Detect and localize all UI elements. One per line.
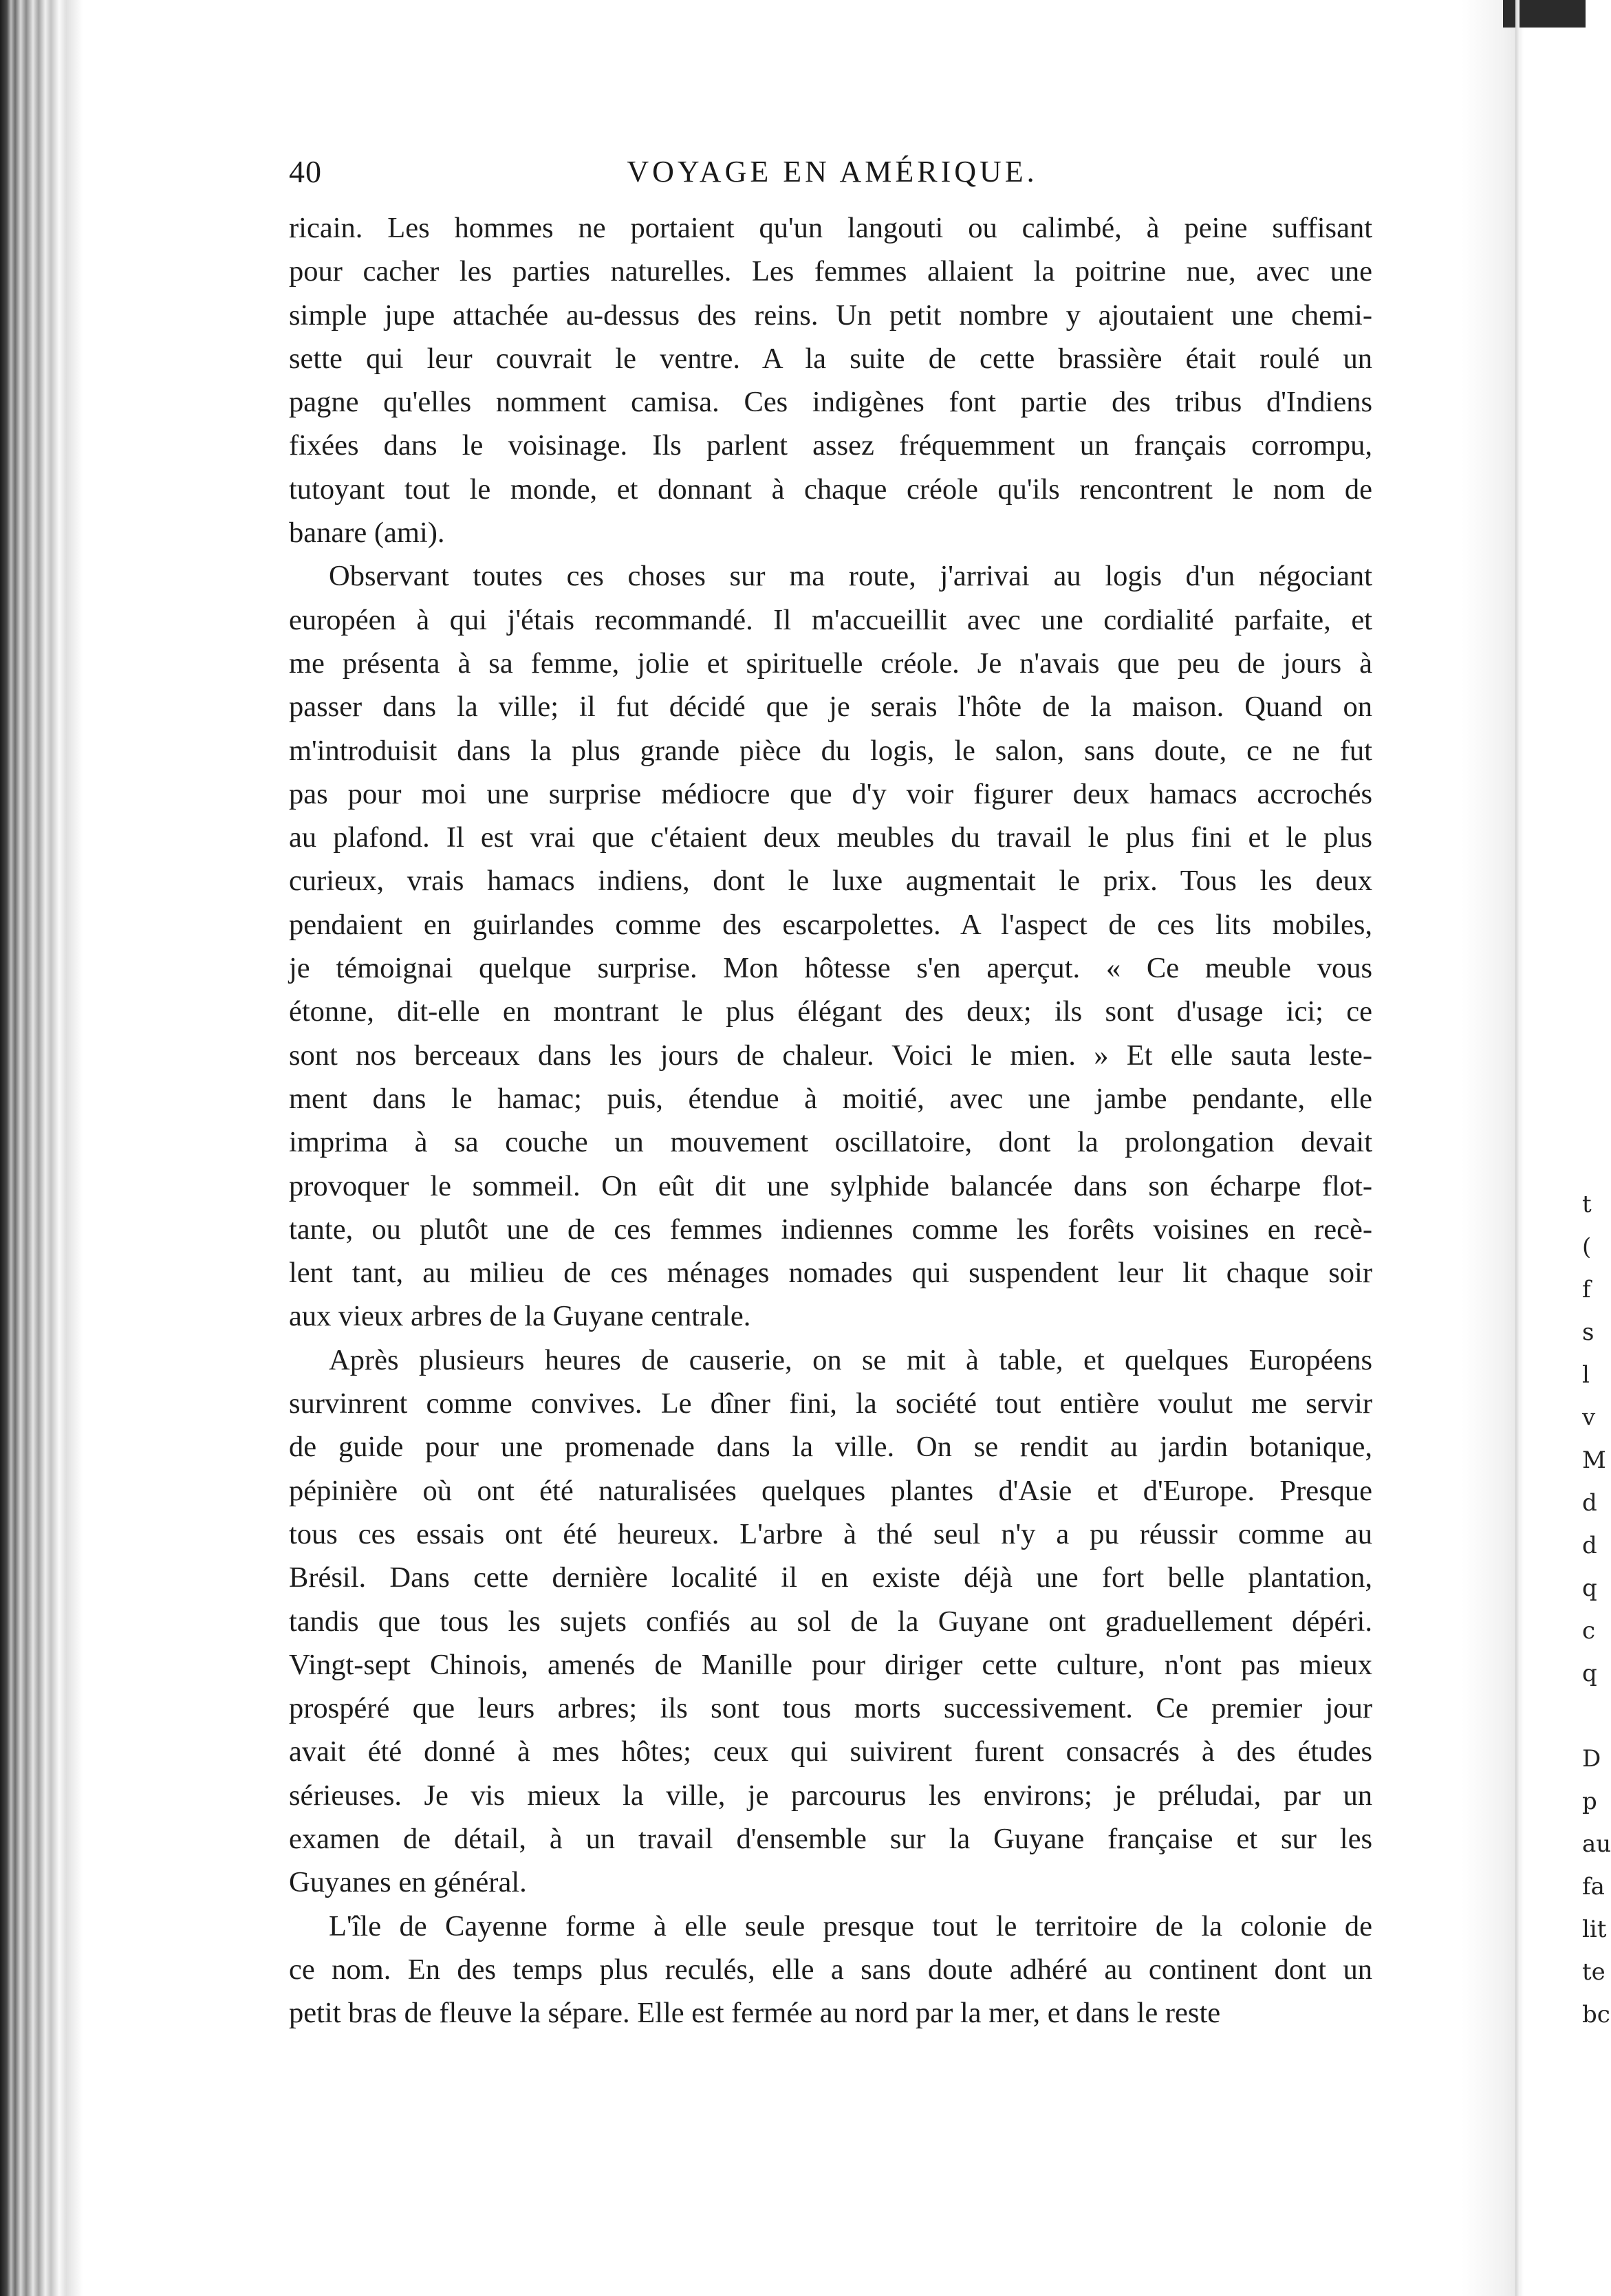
facing-page-fragment: d bbox=[1582, 1532, 1597, 1559]
text-line: petit bras de fleuve la sépare. Elle est fermée au nord par la mer, et dans le reste bbox=[289, 1997, 1221, 2030]
text-line: sérieuses. Je vis mieux la ville, je parcourus les environs; je préludai, par un bbox=[289, 1779, 1372, 1812]
facing-page-fragment: d bbox=[1582, 1489, 1597, 1517]
facing-page-fragment bbox=[1582, 1695, 1611, 1737]
text-line: survinrent comme convives. Le dîner fini, la société tout entière voulut me servir bbox=[289, 1387, 1372, 1420]
text-line: prospéré que leurs arbres; ils sont tous morts successivement. Ce premier jour bbox=[289, 1692, 1372, 1725]
facing-page-fragment: lit bbox=[1582, 1916, 1607, 1943]
text-line: Après plusieurs heures de causerie, on se mit à table, et quelques Européens bbox=[329, 1343, 1372, 1376]
text-line: pagne qu'elles nomment camisa. Ces indigènes font partie des tribus d'Indiens bbox=[289, 386, 1372, 419]
text-line: Guyanes en général. bbox=[289, 1866, 527, 1899]
facing-page-fragment: q bbox=[1582, 1660, 1597, 1687]
text-line: sette qui leur couvrait le ventre. A la suite de cette brassière était roulé un bbox=[289, 342, 1372, 375]
text-line: au plafond. Il est vrai que c'étaient deux meubles du travail le plus fini et le plus bbox=[289, 821, 1372, 854]
text-line: sont nos berceaux dans les jours de chaleur. Voici le mien. » Et elle sauta leste- bbox=[289, 1039, 1372, 1072]
text-line: Vingt-sept Chinois, amenés de Manille pour diriger cette culture, n'ont pas mieux bbox=[289, 1648, 1372, 1681]
text-line: simple jupe attachée au-dessus des reins. Un petit nombre y ajoutaient une chemi- bbox=[289, 299, 1372, 332]
text-line: aux vieux arbres de la Guyane centrale. bbox=[289, 1300, 751, 1333]
paragraph bbox=[289, 1905, 1372, 2035]
text-line: pour cacher les parties naturelles. Les femmes allaient la poitrine nue, avec une bbox=[289, 255, 1372, 288]
page-number: 40 bbox=[289, 154, 322, 189]
text-line: imprima à sa couche un mouvement oscillatoire, dont la prolongation devait bbox=[289, 1126, 1372, 1159]
facing-page-fragment: ( bbox=[1582, 1233, 1592, 1261]
text-line: ce nom. En des temps plus reculés, elle a sans doute adhéré au continent dont un bbox=[289, 1953, 1372, 1986]
text-line: Brésil. Dans cette dernière localité il en existe déjà une fort belle plantation, bbox=[289, 1561, 1372, 1594]
paragraph bbox=[289, 206, 1372, 554]
text-line: de guide pour une promenade dans la ville. On se rendit au jardin botanique, bbox=[289, 1431, 1372, 1464]
text-line: pas pour moi une surprise médiocre que d'y voir figurer deux hamacs accrochés bbox=[289, 777, 1372, 810]
text-line: étonne, dit-elle en montrant le plus élégant des deux; ils sont d'usage ici; ce bbox=[289, 995, 1372, 1028]
facing-page-fragment: p bbox=[1582, 1788, 1597, 1815]
facing-page-fragment: M bbox=[1582, 1447, 1606, 1474]
text-line: je témoignai quelque surprise. Mon hôtesse s'en aperçut. « Ce meuble vous bbox=[289, 952, 1372, 985]
text-line: passer dans la ville; il fut décidé que je serais l'hôte de la maison. Quand on bbox=[289, 691, 1372, 724]
text-line: pendaient en guirlandes comme des escarpolettes. A l'aspect de ces lits mobiles, bbox=[289, 908, 1372, 941]
facing-page-text-fragments bbox=[1582, 1183, 1611, 2036]
text-line: fixées dans le voisinage. Ils parlent assez fréquemment un français corrompu, bbox=[289, 429, 1372, 462]
text-line: pépinière où ont été naturalisées quelques plantes d'Asie et d'Europe. Presque bbox=[289, 1474, 1372, 1507]
text-line: tante, ou plutôt une de ces femmes indiennes comme les forêts voisines en recè- bbox=[289, 1213, 1372, 1246]
text-line: examen de détail, à un travail d'ensemble sur la Guyane française et sur les bbox=[289, 1822, 1372, 1855]
facing-page-fragment: t bbox=[1582, 1191, 1592, 1218]
paragraph bbox=[289, 1339, 1372, 1905]
facing-page-fragment: s bbox=[1582, 1319, 1594, 1346]
facing-page-fragment: l bbox=[1582, 1361, 1590, 1389]
text-line: tous ces essais ont été heureux. L'arbre à thé seul n'y a pu réussir comme au bbox=[289, 1517, 1372, 1550]
text-line: Observant toutes ces choses sur ma route, j'arrivai au logis d'un négociant bbox=[329, 560, 1372, 593]
facing-page-fragment: bc bbox=[1582, 2001, 1610, 2028]
text-line: tutoyant tout le monde, et donnant à chaque créole qu'ils rencontrent le nom de bbox=[289, 473, 1372, 506]
text-line: curieux, vrais hamacs indiens, dont le luxe augmentait le prix. Tous les deux bbox=[289, 865, 1372, 898]
text-line: L'île de Cayenne forme à elle seule presque tout le territoire de la colonie de bbox=[329, 1909, 1372, 1942]
book-binding-gutter bbox=[0, 0, 83, 2296]
text-line: lent tant, au milieu de ces ménages nomades qui suspendent leur lit chaque soir bbox=[289, 1257, 1372, 1290]
facing-page-fragment: f bbox=[1582, 1276, 1591, 1303]
text-line: ment dans le hamac; puis, étendue à moitié, avec une jambe pendante, elle bbox=[289, 1082, 1372, 1115]
text-line: européen à qui j'étais recommandé. Il m'accueillit avec une cordialité parfaite, et bbox=[289, 603, 1372, 636]
page-header bbox=[289, 153, 1376, 194]
body-text bbox=[289, 206, 1372, 2035]
facing-page-edge-line bbox=[1515, 0, 1520, 2296]
text-line: me présenta à sa femme, jolie et spirituelle créole. Je n'avais que peu de jours à bbox=[289, 647, 1372, 680]
text-line: tandis que tous les sujets confiés au sol de la Guyane ont graduellement dépéri. bbox=[289, 1605, 1372, 1638]
facing-page-fragment: au bbox=[1582, 1830, 1611, 1858]
running-title: VOYAGE EN AMÉRIQUE. bbox=[627, 155, 1038, 188]
facing-page-fragment: c bbox=[1582, 1617, 1596, 1645]
facing-page-fragment: D bbox=[1582, 1745, 1601, 1773]
text-line: m'introduisit dans la plus grande pièce du logis, le salon, sans doute, ce ne fut bbox=[289, 734, 1372, 767]
facing-page-fragment: q bbox=[1582, 1574, 1597, 1602]
text-line: ricain. Les hommes ne portaient qu'un langouti ou calimbé, à peine suffisant bbox=[289, 212, 1372, 244]
text-line: banare (ami). bbox=[289, 517, 445, 550]
text-line: avait été donné à mes hôtes; ceux qui suivirent furent consacrés à des études bbox=[289, 1735, 1372, 1768]
paragraph bbox=[289, 554, 1372, 1338]
facing-page-fragment: te bbox=[1582, 1958, 1605, 1986]
text-line: provoquer le sommeil. On eût dit une sylphide balancée dans son écharpe flot- bbox=[289, 1169, 1372, 1202]
facing-page-fragment: v bbox=[1582, 1404, 1596, 1431]
facing-page-fragment: fa bbox=[1582, 1873, 1605, 1900]
